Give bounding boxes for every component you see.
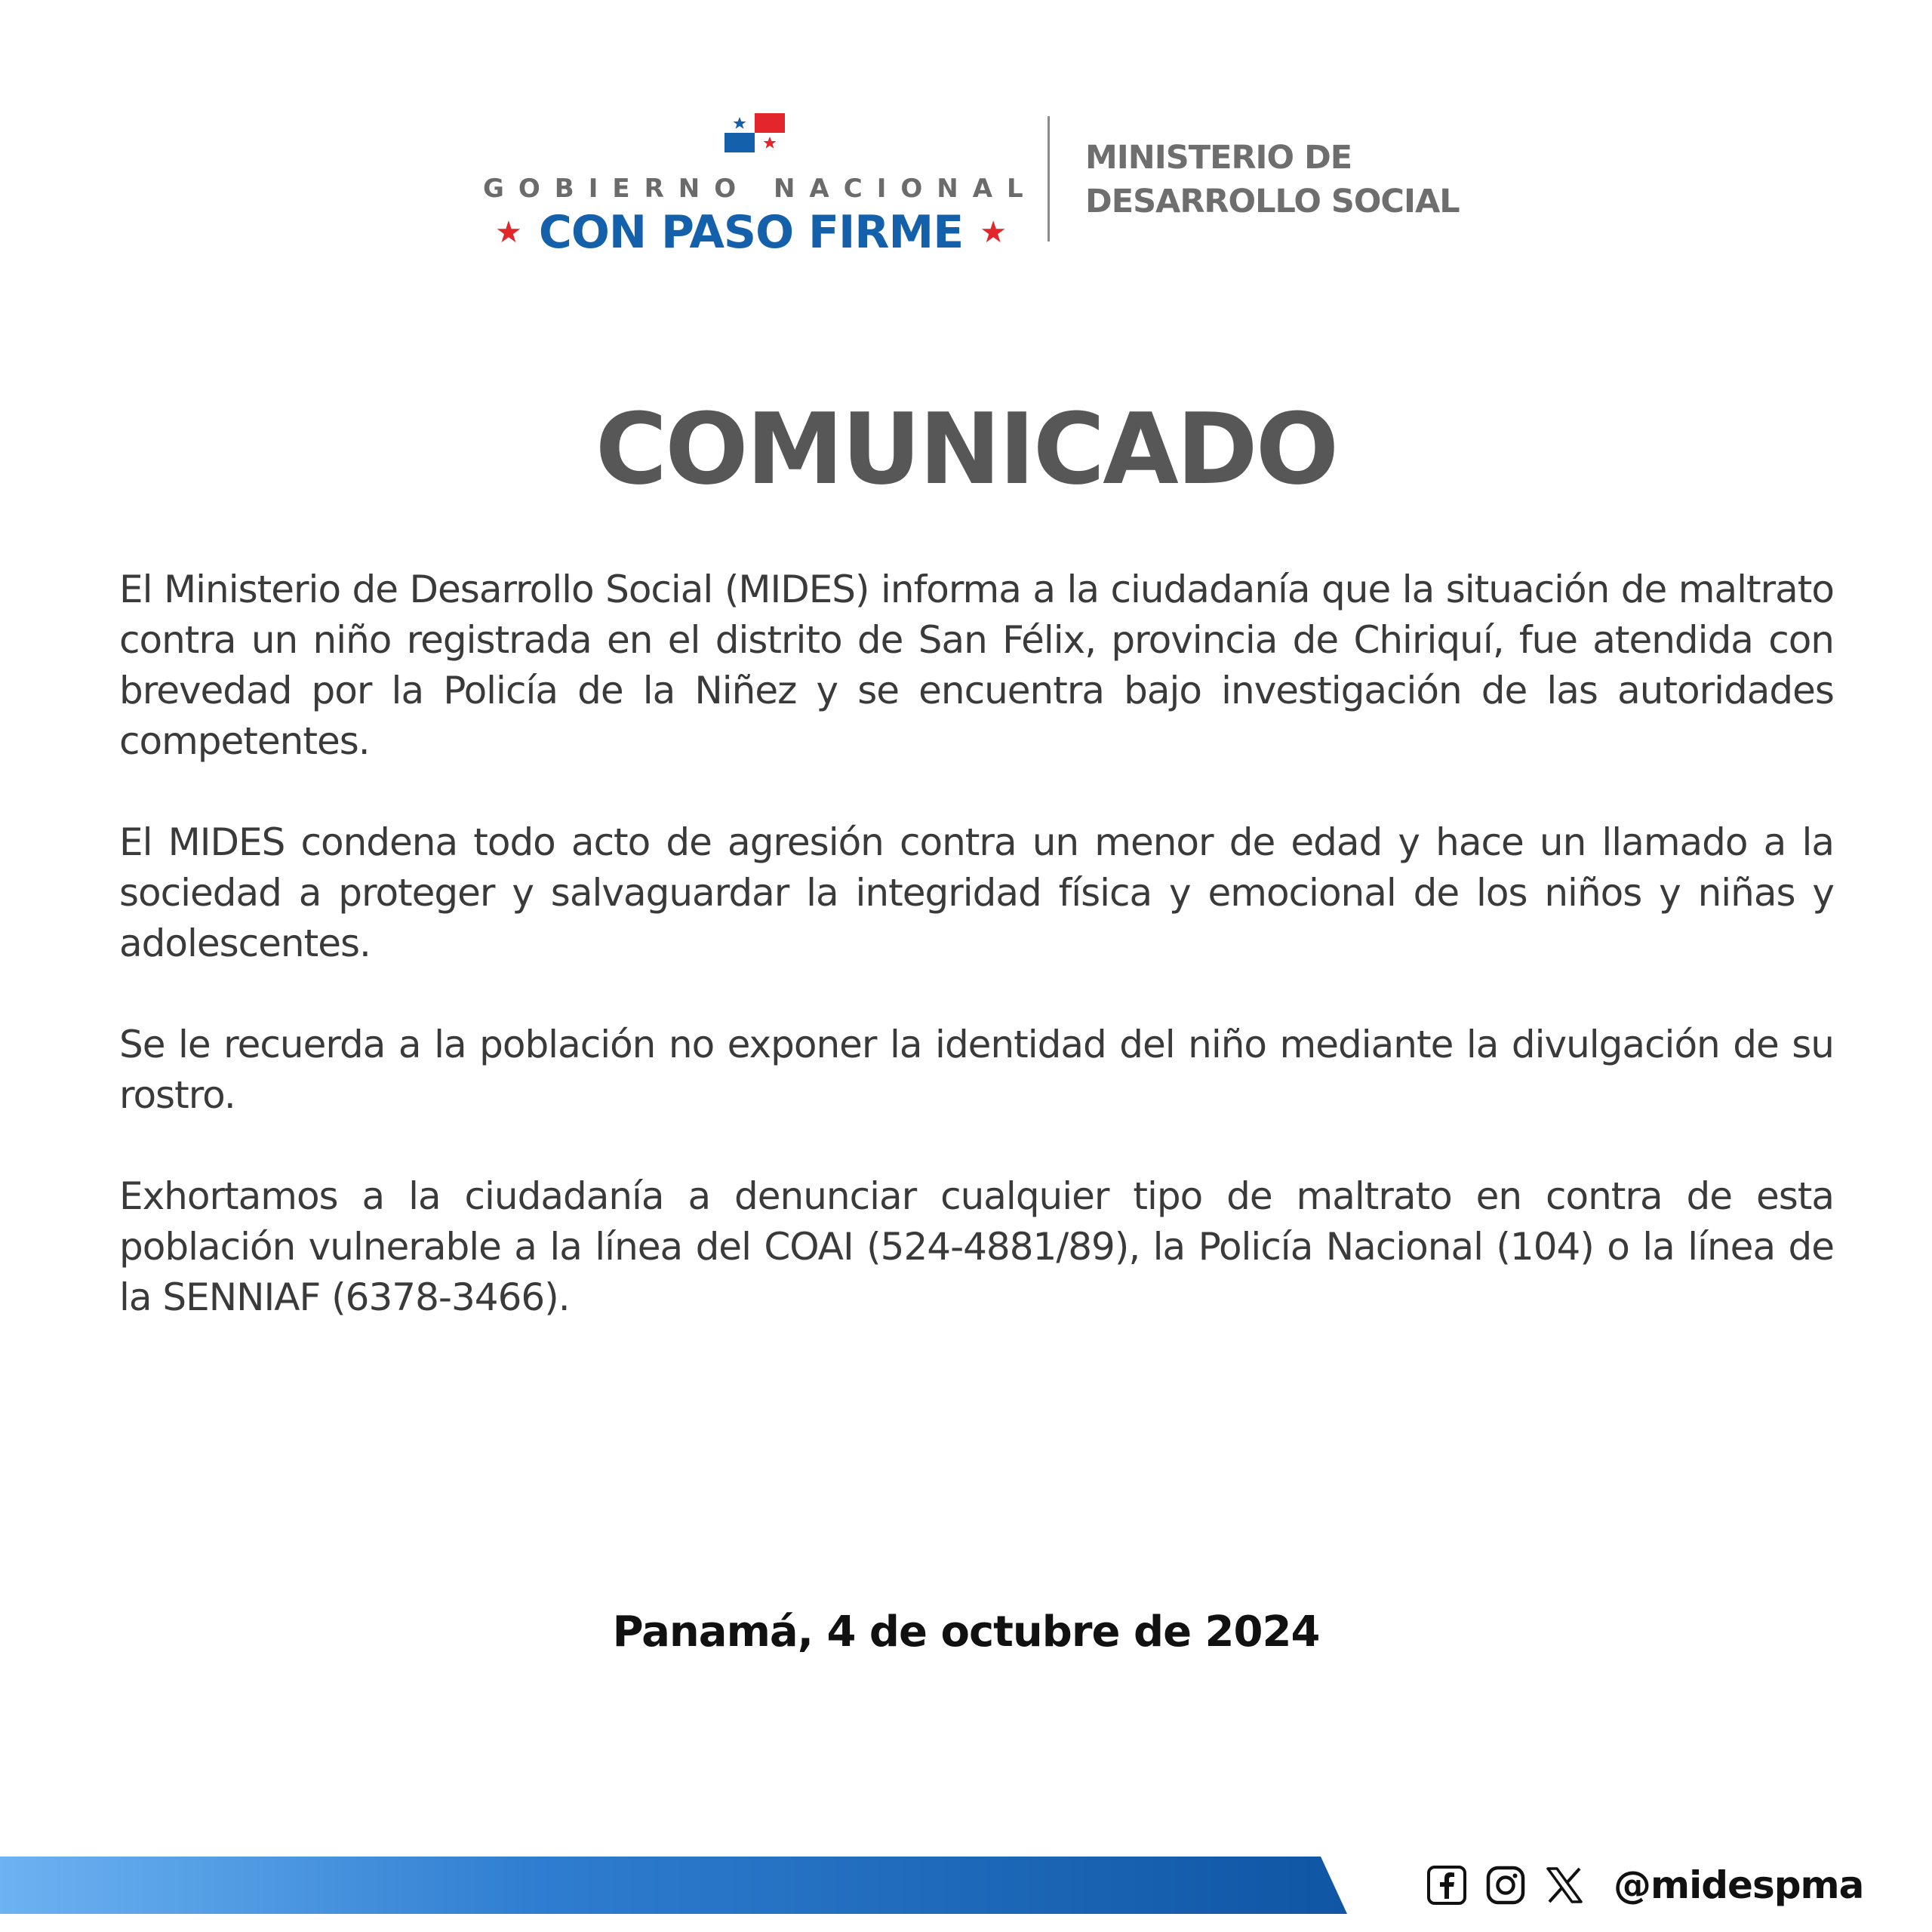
page-title: COMUNICADO — [595, 392, 1337, 506]
paragraph: El MIDES condena todo acto de agresión contra un menor de edad y hace un llamado a la sociedad a proteger y salvaguardar la integridad física y emocional de los niños y niñas y adolescentes. — [119, 820, 1834, 965]
paragraph: El Ministerio de Desarrollo Social (MIDES) informa a la ciudadanía que la situación de maltrato contra un niño registrada en el distrito de San Félix, provincia de Chiriquí, fue atendida con brevedad por la Policía de la Niñez y se encuentra bajo investigación de las autoridades competentes. — [119, 568, 1834, 763]
ministry-name — [1085, 136, 1460, 223]
facebook-icon[interactable] — [1426, 1865, 1467, 1906]
red-star-icon: ★ — [980, 215, 1008, 250]
paragraph: Se le recuerda a la población no exponer la identidad del niño mediante la divulgación de su rostro. — [119, 1023, 1834, 1117]
social-handle[interactable]: @midespma — [1614, 1863, 1864, 1907]
motto-row — [483, 202, 1019, 263]
motto-text: CON PASO FIRME — [538, 206, 964, 259]
instagram-icon[interactable] — [1485, 1865, 1526, 1906]
gobierno-nacional-text: GOBIERNO NACIONAL — [483, 174, 1038, 204]
header — [0, 106, 1932, 257]
social-links — [1426, 1859, 1863, 1912]
communique-body — [119, 565, 1834, 1374]
date-line: Panamá, 4 de octubre de 2024 — [612, 1607, 1320, 1657]
red-star-icon: ★ — [494, 215, 522, 250]
paragraph: Exhortamos a la ciudadanía a denunciar cualquier tipo de maltrato en contra de esta población vulnerable a la línea del COAI (524-4881/89), la Policía Nacional (104) o la línea de la SENNIAF (6378-3466). — [119, 1174, 1834, 1319]
footer-gradient-bar — [0, 1857, 1347, 1914]
x-icon[interactable] — [1544, 1865, 1585, 1906]
panama-flag-icon — [724, 113, 785, 152]
gobierno-nacional-logo — [483, 113, 1038, 259]
ministry-line-1: MINISTERIO DE — [1085, 139, 1352, 177]
header-divider — [1048, 116, 1050, 242]
ministry-line-2: DESARROLLO SOCIAL — [1085, 183, 1460, 220]
